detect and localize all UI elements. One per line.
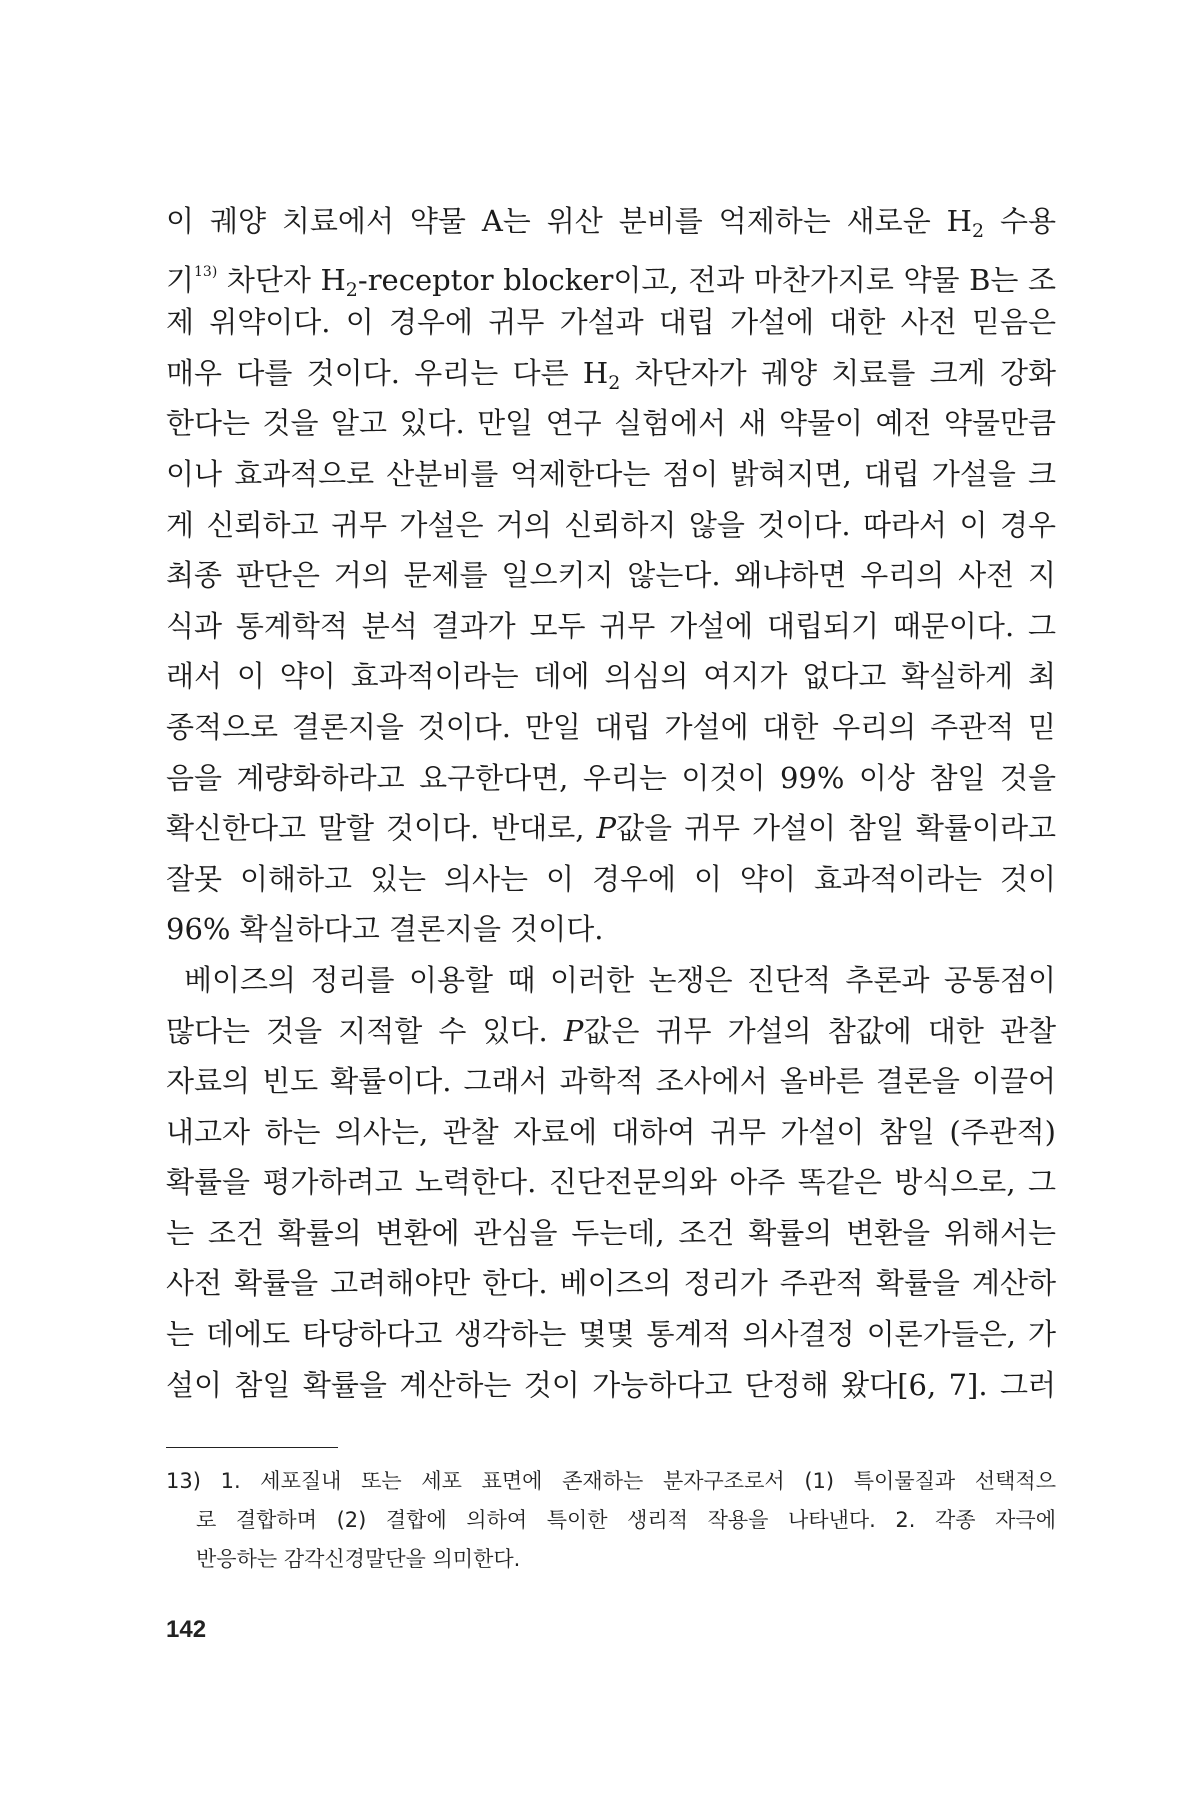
text-line: 잘못 이해하고 있는 의사는 이 경우에 이 약이 효과적이라는 것이 bbox=[166, 861, 1056, 896]
text-line: 매우 다를 것이다. 우리는 다른 $H_2$ 차단자가 궤양 치료를 크게 강화 bbox=[166, 355, 1056, 394]
footnote-divider bbox=[166, 1447, 338, 1448]
text-line: 최종 판단은 거의 문제를 일으키지 않는다. 왜냐하면 우리의 사전 지 bbox=[166, 558, 1056, 593]
text-line: 자료의 빈도 확률이다. 그래서 과학적 조사에서 올바른 결론을 이끌어 bbox=[166, 1064, 1056, 1099]
text-line: 이 궤양 치료에서 약물 A는 위산 분비를 억제하는 새로운 $H_2$ 수용 bbox=[166, 204, 1056, 242]
text-line: 래서 이 약이 효과적이라는 데에 의심의 여지가 없다고 확실하게 최 bbox=[166, 659, 1056, 694]
text-line: 사전 확률을 고려해야만 한다. 베이즈의 정리가 주관적 확률을 계산하 bbox=[166, 1266, 1056, 1301]
footnote-line: 로 결합하며 (2) 결합에 의하여 특이한 생리적 작용을 나타낸다. 2. 각종 자극에 bbox=[196, 1508, 1056, 1532]
text-line: 많다는 것을 지적할 수 있다. P값은 귀무 가설의 참값에 대한 관찰 bbox=[166, 1013, 1056, 1048]
text-line: 설이 참일 확률을 계산하는 것이 가능하다고 단정해 왔다[6, 7]. 그러 bbox=[166, 1367, 1056, 1402]
footnote-marker: 13) bbox=[194, 263, 218, 280]
text-line: 확률을 평가하려고 노력한다. 진단전문의와 아주 똑같은 방식으로, 그 bbox=[166, 1165, 1056, 1200]
footnote bbox=[166, 1462, 1056, 1579]
page-number: 142 bbox=[166, 1616, 207, 1643]
text-line: 이나 효과적으로 산분비를 억제한다는 점이 밝혀지면, 대립 가설을 크 bbox=[166, 456, 1056, 491]
text-line: 한다는 것을 알고 있다. 만일 연구 실험에서 새 약물이 예전 약물만큼 bbox=[166, 406, 1056, 441]
footnote-line: 반응하는 감각신경말단을 의미한다. bbox=[196, 1547, 521, 1571]
text-line: 제 위약이다. 이 경우에 귀무 가설과 대립 가설에 대한 사전 믿음은 bbox=[166, 305, 1056, 340]
footnote-line: 13) 1. 세포질내 또는 세포 표면에 존재하는 분자구조로서 (1) 특이물질과 선택적으 bbox=[166, 1469, 1056, 1493]
text-line: 식과 통계학적 분석 결과가 모두 귀무 가설에 대립되기 때문이다. 그 bbox=[166, 608, 1056, 643]
text-line: 96% 확실하다고 결론지을 것이다. bbox=[166, 912, 604, 947]
text-line: 내고자 하는 의사는, 관찰 자료에 대하여 귀무 가설이 참일 (주관적) bbox=[166, 1114, 1056, 1149]
text-line: 베이즈의 정리를 이용할 때 이러한 논쟁은 진단적 추론과 공통점이 bbox=[184, 962, 1056, 997]
text-line: 는 조건 확률의 변환에 관심을 두는데, 조건 확률의 변환을 위해서는 bbox=[166, 1215, 1056, 1250]
text-line: 기$^{13)}$ 차단자 $H_2$-receptor blocker이고, 전과 마찬가지로 약물 B는 조 bbox=[166, 262, 1056, 301]
body-text bbox=[166, 196, 1056, 1410]
text-line: 음을 계량화하라고 요구한다면, 우리는 이것이 99% 이상 참일 것을 bbox=[166, 760, 1056, 795]
text-line: 게 신뢰하고 귀무 가설은 거의 신뢰하지 않을 것이다. 따라서 이 경우 bbox=[166, 507, 1056, 542]
text-line: 확신한다고 말할 것이다. 반대로, P값을 귀무 가설이 참일 확률이라고 bbox=[166, 811, 1056, 846]
text-line: 는 데에도 타당하다고 생각하는 몇몇 통계적 의사결정 이론가들은, 가 bbox=[166, 1317, 1056, 1352]
text-line: 종적으로 결론지을 것이다. 만일 대립 가설에 대한 우리의 주관적 믿 bbox=[166, 709, 1056, 744]
